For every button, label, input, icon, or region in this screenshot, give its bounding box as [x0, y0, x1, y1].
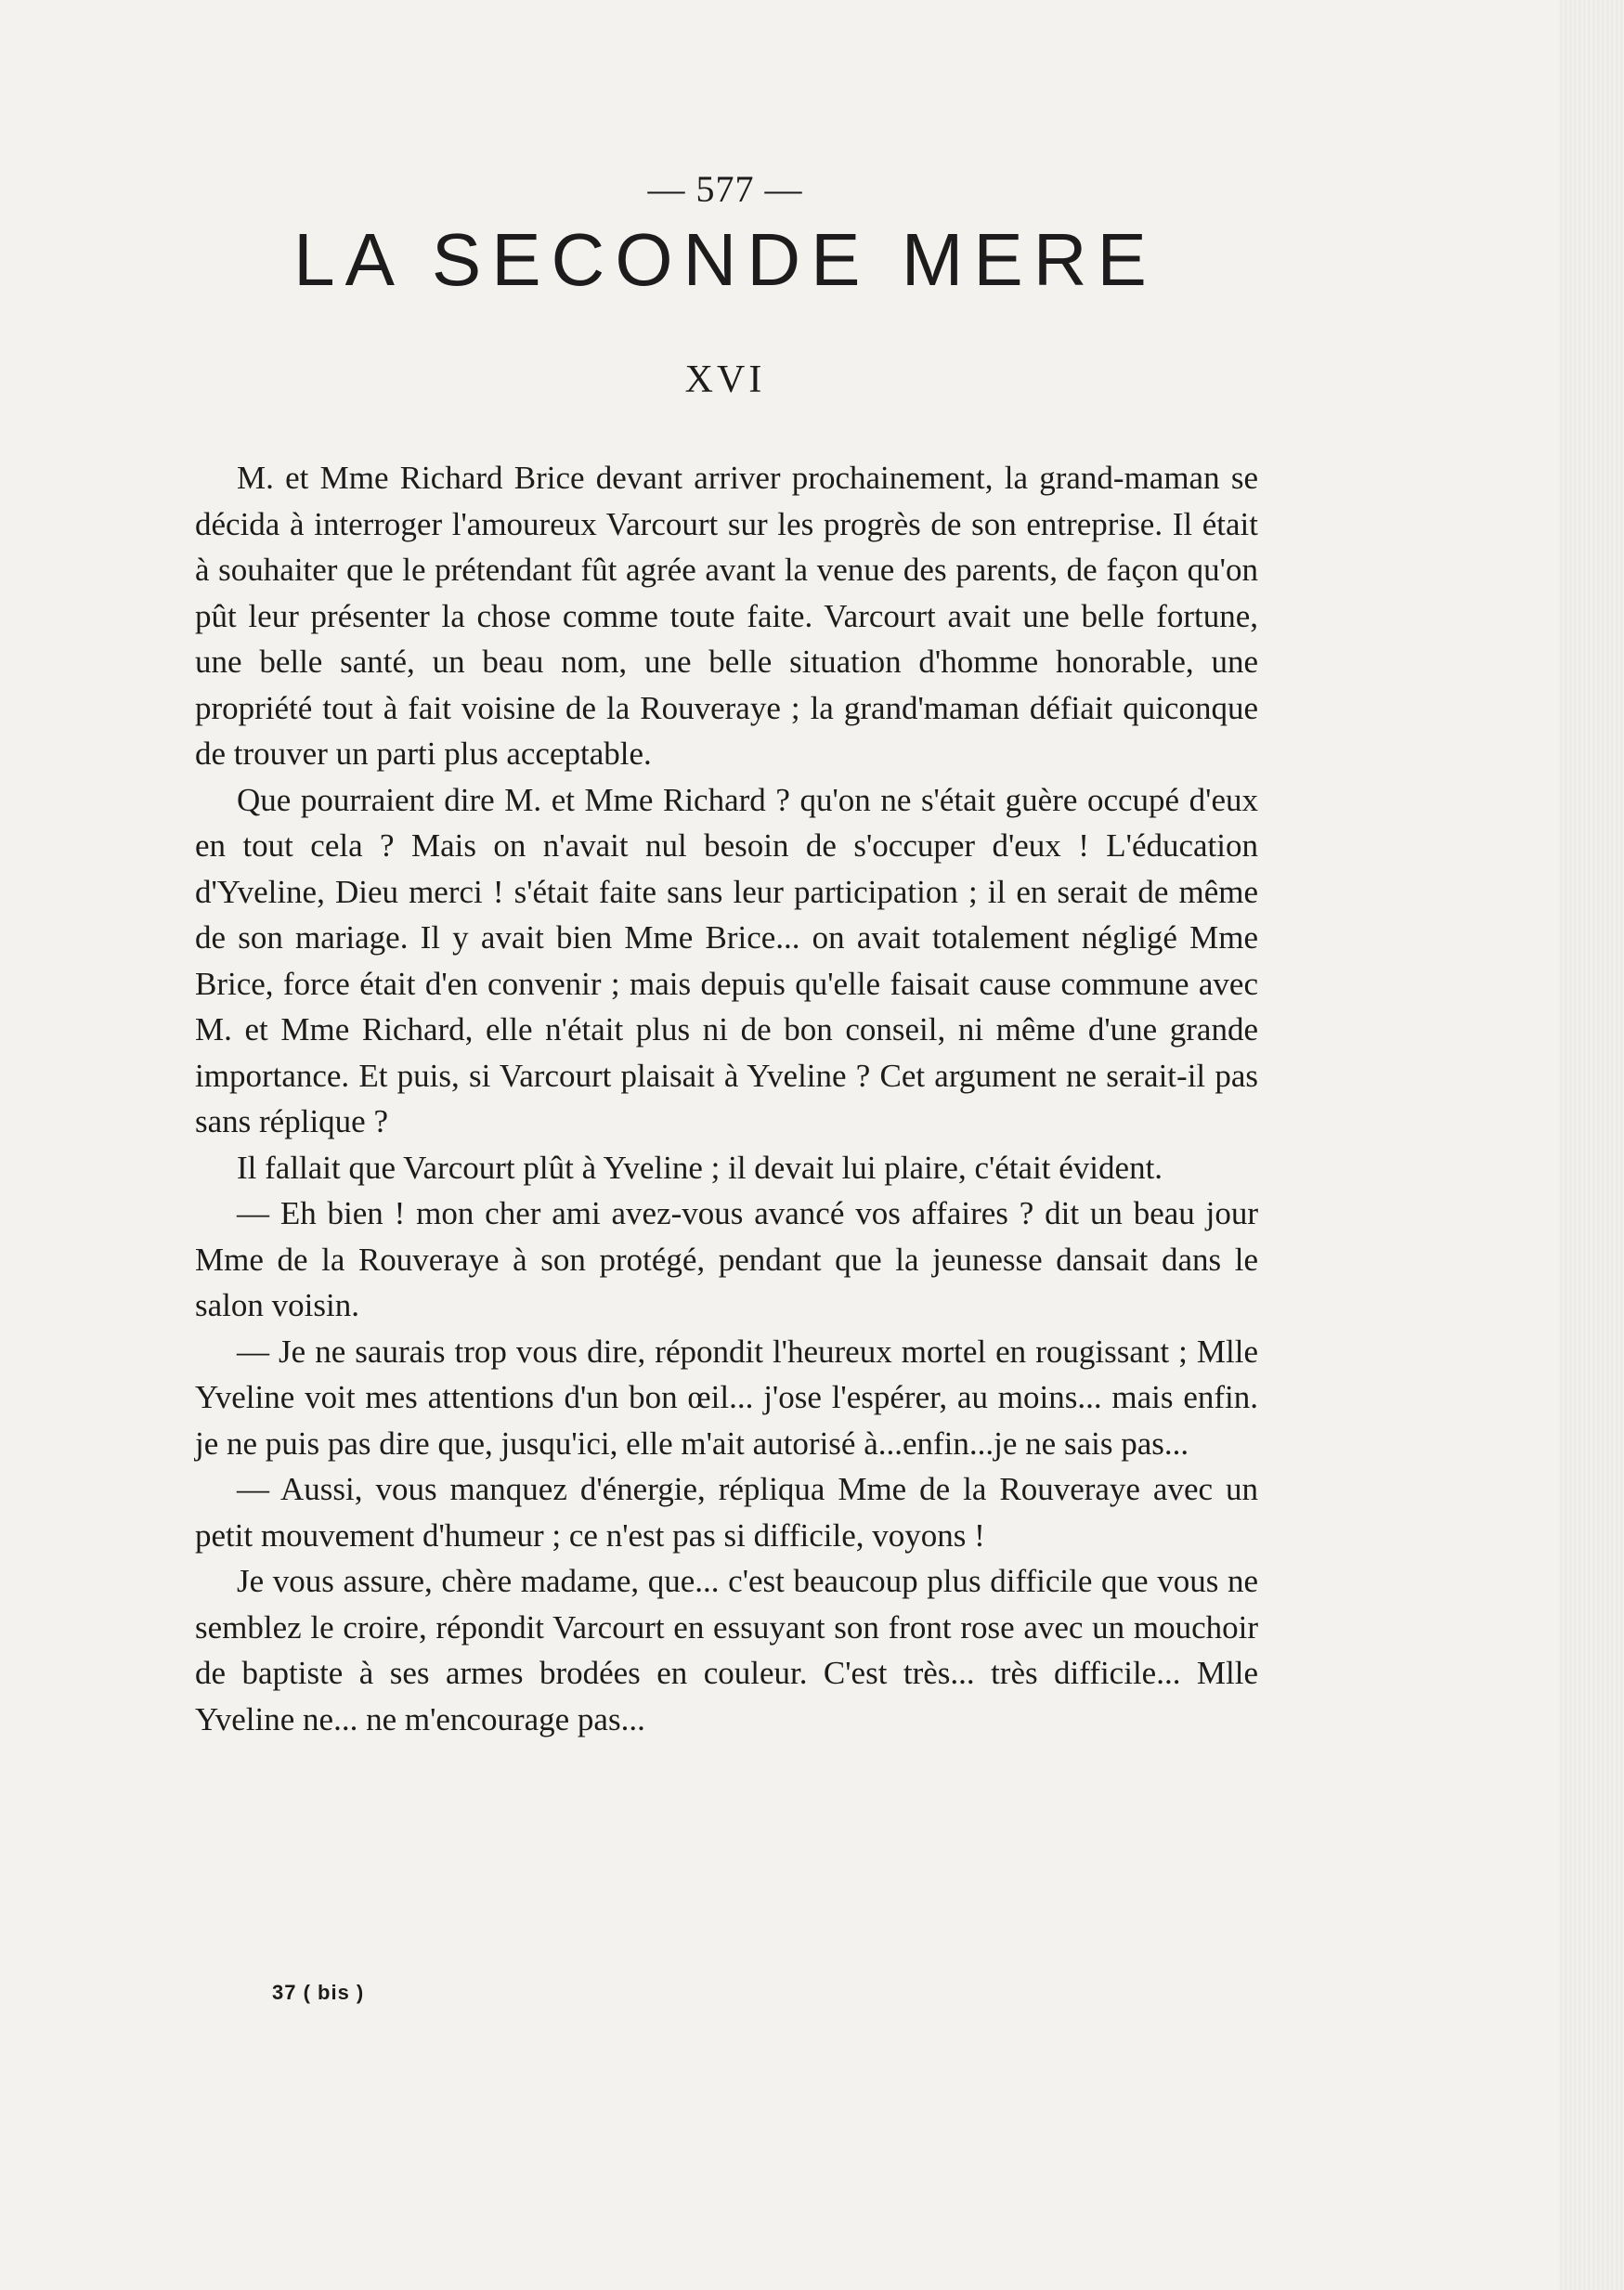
chapter-number: XVI — [684, 358, 766, 401]
page-edge-artifact — [1559, 0, 1624, 2290]
paragraph: — Eh bien ! mon cher ami avez-vous avancé vos affaires ? dit un beau jour Mme de la Rouveraye à son protégé, pendant que la jeunesse dansait dans le salon voisin. — [195, 1195, 1258, 1323]
paragraph: Je vous assure, chère madame, que... c'est beaucoup plus difficile que vous ne semblez le croire, répondit Varcourt en essuyant son front rose avec un mouchoir de baptiste à ses armes brodées en couleur. C'est très... très difficile... Mlle Yveline ne... ne m'encourage pas... — [195, 1563, 1258, 1737]
chapter-title: LA SECONDE MERE — [293, 218, 1157, 301]
paragraph: M. et Mme Richard Brice devant arriver prochainement, la grand-maman se décida à interroger l'amoureux Varcourt sur les progrès de son entreprise. Il était à souhaiter que le prétendant fût agrée avant la venue des parents, de façon qu'on pût leur présenter la chose comme toute faite. Varcourt avait une belle fortune, une belle santé, un beau nom, une belle situation d'homme honorable, une propriété tout à fait voisine de la Rouveraye ; la grand'maman défiait quiconque de trouver un parti plus acceptable. — [195, 460, 1258, 772]
paragraph: Que pourraient dire M. et Mme Richard ? qu'on ne s'était guère occupé d'eux en tout cela ? Mais on n'avait nul besoin de s'occuper d'eux ! L'éducation d'Yveline, Dieu merci ! s'était faite sans leur participation ; il en serait de même de son mariage. Il y avait bien Mme Brice... on avait totalement négligé Mme Brice, force était d'en convenir ; mais depuis qu'elle faisait cause commune avec M. et Mme Richard, elle n'était plus ni de bon conseil, ni même d'une grande importance. Et puis, si Varcourt plaisait à Yveline ? Cet argument ne serait-il pas sans réplique ? — [195, 781, 1258, 1139]
page-number: — 577 — — [647, 168, 803, 210]
signature-mark: 37 ( bis ) — [272, 1981, 365, 2004]
paragraph: Il fallait que Varcourt plût à Yveline ; il devait lui plaire, c'était évident. — [237, 1149, 1163, 1186]
paragraph: — Aussi, vous manquez d'énergie, répliqua Mme de la Rouveraye avec un petit mouvement d'humeur ; ce n'est pas si difficile, voyons ! — [195, 1471, 1258, 1554]
paragraph: — Je ne saurais trop vous dire, répondit l'heureux mortel en rougissant ; Mlle Yveline voit mes attentions d'un bon œil... j'ose l'espérer, au moins... mais enfin. je ne puis pas dire que, jusqu'ici, elle m'ait autorisé à...enfin...je ne sais pas... — [195, 1333, 1258, 1462]
body-text — [195, 455, 1258, 1742]
